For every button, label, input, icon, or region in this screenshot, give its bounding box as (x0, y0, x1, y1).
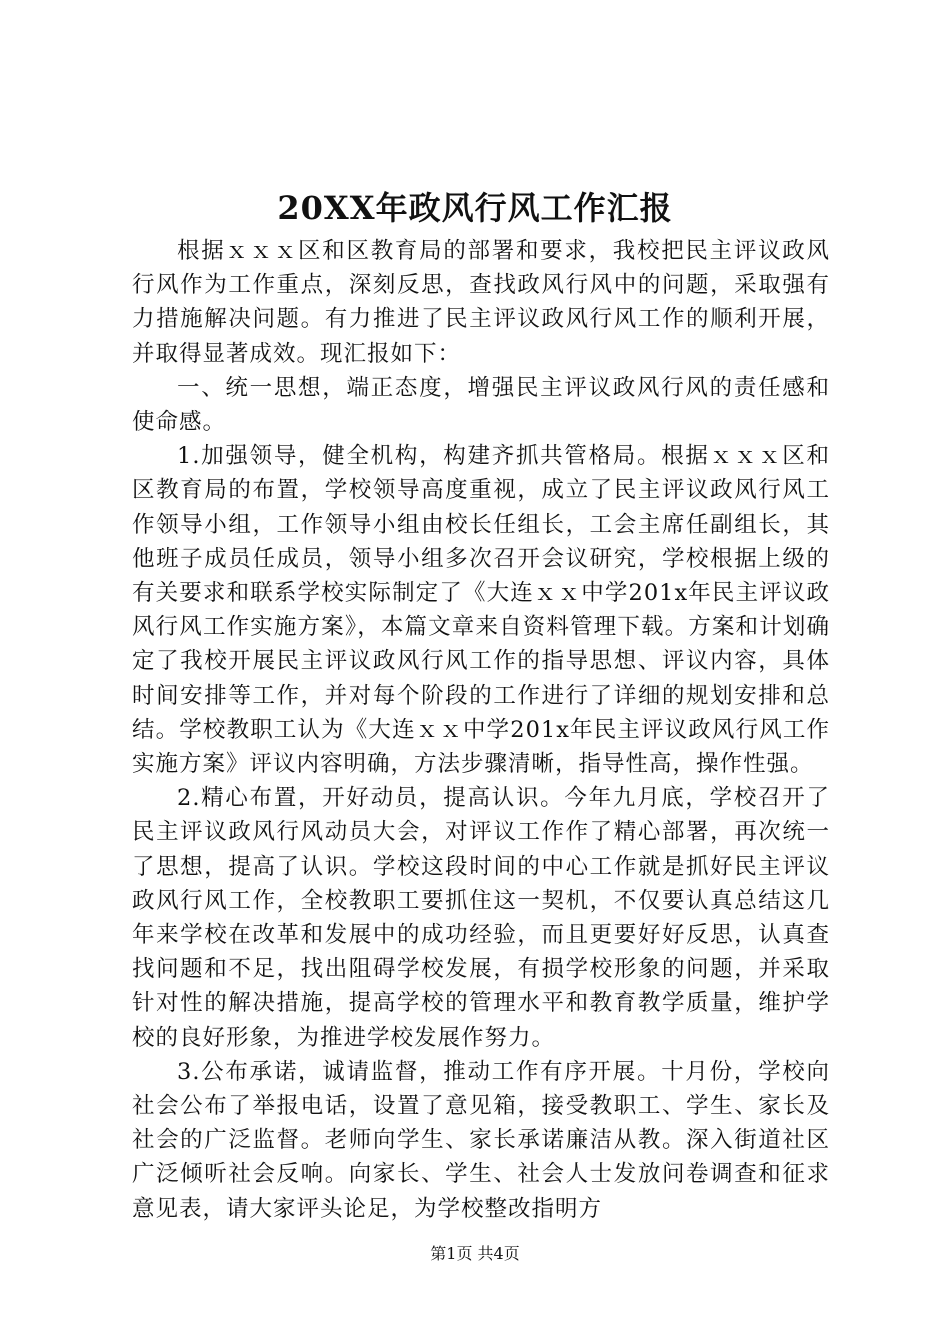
page-footer: 第1页 共4页 (430, 1244, 520, 1263)
document-body (132, 234, 830, 1226)
paragraph-intro: 根据ｘｘｘ区和区教育局的部署和要求，我校把民主评议政风行风作为工作重点，深刻反思，查找政风行风中的问题，采取强有力措施解决问题。有力推进了民主评议政风行风工作的顺利开展，并取得显著成效。现汇报如下： (132, 238, 830, 367)
paragraph-item-2: 2.精心布置，开好动员，提高认识。今年九月底，学校召开了民主评议政风行风动员大会，对评议工作作了精心部署，再次统一了思想，提高了认识。学校这段时间的中心工作就是抓好民主评议政风行风工作，全校教职工要抓住这一契机，不仅要认真总结这几年来学校在改革和发展中的成功经验，而且更要好好反思，认真查找问题和不足，找出阻碍学校发展，有损学校形象的问题，并采取针对性的解决措施，提高学校的管理水平和教育教学质量，维护学校的良好形象，为推进学校发展作努力。 (132, 785, 830, 1051)
paragraph-item-3: 3.公布承诺，诚请监督，推动工作有序开展。十月份，学校向社会公布了举报电话，设置了意见箱，接受教职工、学生、家长及社会的广泛监督。老师向学生、家长承诺廉洁从教。深入街道社区广泛倾听社会反响。向家长、学生、社会人士发放问卷调查和征求意见表，请大家评头论足，为学校整改指明方 (132, 1058, 830, 1222)
document-title: 20XX年政风行风工作汇报 (277, 189, 673, 227)
paragraph-item-1: 1.加强领导，健全机构，构建齐抓共管格局。根据ｘｘｘ区和区教育局的布置，学校领导高度重视，成立了民主评议政风行风工作领导小组，工作领导小组由校长任组长，工会主席任副组长，其他班子成员任成员，领导小组多次召开会议研究，学校根据上级的有关要求和联系学校实际制定了《大连ｘｘ中学201x年民主评议政风行风工作实施方案》，本篇文章来自资料管理下载。方案和计划确定了我校开展民主评议政风行风工作的指导思想、评议内容，具体时间安排等工作，并对每个阶段的工作进行了详细的规划安排和总结。学校教职工认为《大连ｘｘ中学201x年民主评议政风行风工作实施方案》评议内容明确，方法步骤清晰，指导性高，操作性强。 (132, 443, 830, 778)
paragraph-section-heading: 一、统一思想，端正态度，增强民主评议政风行风的责任感和使命感。 (132, 374, 830, 436)
